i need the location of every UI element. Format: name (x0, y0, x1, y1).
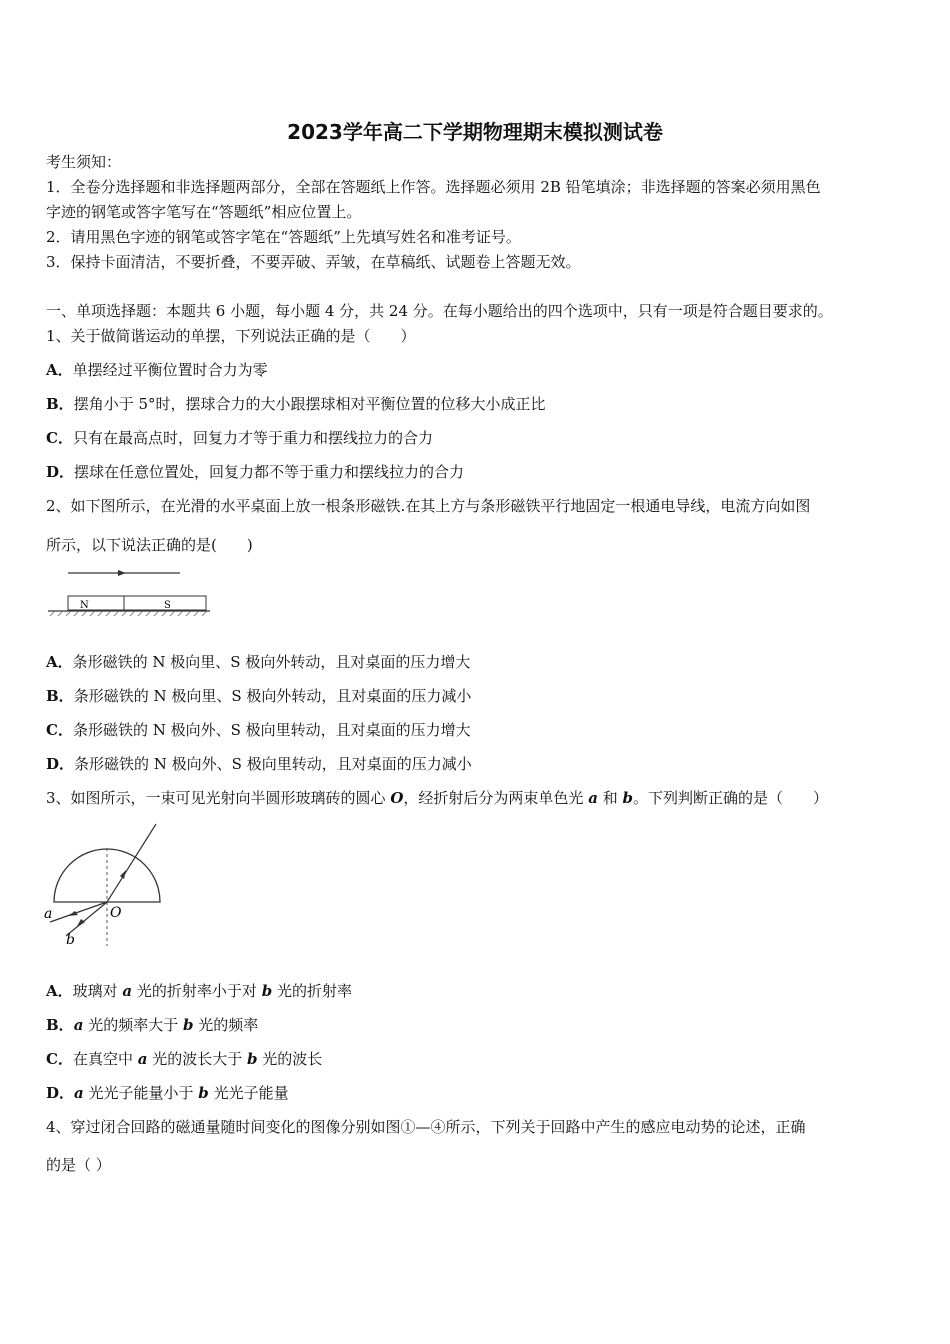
q3-option-b-label: B． (46, 1016, 74, 1034)
q3-stem (46, 788, 828, 808)
q3-option-d-b: b (198, 1084, 209, 1102)
q3-option-a-text-3: 光的折射率 (272, 982, 352, 1000)
table-hatching (50, 611, 207, 616)
q1-option-d-text: 摆球在任意位置处，回复力都不等于重力和摆线拉力的合力 (74, 463, 465, 481)
q3-option-b-text-2: 光的频率 (193, 1016, 259, 1034)
ray-b-arrow-icon (76, 919, 85, 928)
notice-item-1-line-2: 字迹的钢笔或答字笔写在“答题纸”相应位置上。 (46, 203, 362, 221)
q1-option-b (46, 394, 546, 414)
q1-option-b-text: 摆角小于 5°时，摆球合力的大小跟摆球相对平衡位置的位移大小成正比 (73, 395, 546, 413)
q2-stem-line-2: 所示，以下说法正确的是( ) (46, 536, 253, 554)
magnet-s-label: S (164, 600, 171, 611)
q1-option-c-text: 只有在最高点时，回复力才等于重力和摆线拉力的合力 (72, 429, 433, 447)
q3-option-c-text-3: 光的波长 (257, 1050, 323, 1068)
q3-option-a-text-2: 光的折射率小于对 (132, 982, 262, 1000)
q3-option-c-b: b (247, 1050, 258, 1068)
q3-option-b-text-1: 光的频率大于 (83, 1016, 183, 1034)
q1-option-a-text: 单摆经过平衡位置时合力为零 (72, 361, 268, 379)
page-title: 2023学年高二下学期物理期末模拟测试卷 (287, 120, 663, 144)
q3-option-c-a: a (137, 1050, 148, 1068)
q3-option-a-text-1: 玻璃对 (72, 982, 123, 1000)
q1-option-c (46, 428, 433, 448)
q3-option-d-a: a (74, 1084, 84, 1102)
q2-option-a-text: 条形磁铁的 N 极向里、S 极向外转动，且对桌面的压力增大 (72, 653, 471, 671)
q2-option-a (46, 652, 470, 672)
q3-stem-a: a (588, 789, 598, 807)
q1-stem: 1、关于做简谐运动的单摆，下列说法正确的是（ ） (46, 327, 416, 345)
q2-option-d-text: 条形磁铁的 N 极向外、S 极向里转动，且对桌面的压力减小 (74, 755, 472, 773)
q3-stem-b: b (622, 789, 633, 807)
q3-option-d-label: D． (46, 1084, 75, 1102)
q3-option-d-text-2: 光光子能量 (208, 1084, 289, 1102)
q2-option-c (46, 720, 471, 740)
q1-option-d (46, 462, 464, 482)
q2-option-d-label: D． (46, 755, 75, 773)
q3-option-a-label: A． (46, 982, 73, 1000)
q2-option-c-text: 条形磁铁的 N 极向外、S 极向里转动，且对桌面的压力增大 (72, 721, 471, 739)
ray-a (50, 902, 107, 922)
q2-stem-line-1: 2、如下图所示，在光滑的水平桌面上放一根条形磁铁.在其上方与条形磁铁平行地固定一根通电导线，电流方向如图 (46, 497, 811, 515)
q3-stem-text-3: 和 (597, 789, 623, 807)
q2-option-a-label: A． (46, 653, 73, 671)
section-heading: 一、单项选择题：本题共 6 小题，每小题 4 分，共 24 分。在每小题给出的四个选项中，只有一项是符合题目要求的。 (46, 302, 833, 320)
q3-stem-text-1: 3、如图所示，一束可见光射向半圆形玻璃砖的圆心 (46, 789, 391, 807)
q3-option-a-a: a (122, 982, 133, 1000)
ray-b-label: b (66, 932, 75, 948)
q1-option-a-label: A． (46, 361, 73, 379)
q2-option-b-label: B． (46, 687, 74, 705)
q2-option-b-text: 条形磁铁的 N 极向里、S 极向外转动，且对桌面的压力减小 (73, 687, 472, 705)
q1-option-b-label: B． (46, 395, 74, 413)
q2-magnet-figure (44, 564, 214, 620)
q3-option-d-text-1: 光光子能量小于 (83, 1084, 199, 1102)
ray-b (66, 902, 107, 936)
q2-option-c-label: C． (46, 721, 73, 739)
q3-stem-o: O (390, 789, 404, 807)
q1-option-d-label: D． (46, 463, 75, 481)
q1-option-c-label: C． (46, 429, 73, 447)
q3-option-b-b: b (182, 1016, 194, 1034)
q3-option-c-text-2: 光的波长大于 (147, 1050, 248, 1068)
q3-option-b-a: a (73, 1016, 84, 1034)
current-arrow-icon (118, 570, 126, 576)
q3-glass-figure (40, 818, 170, 950)
q3-option-a (46, 981, 352, 1001)
center-o-label: O (110, 905, 122, 921)
q3-option-a-b: b (261, 982, 273, 1000)
q3-stem-text-2: ，经折射后分为两束单色光 (403, 789, 589, 807)
q3-option-c-text-1: 在真空中 (72, 1050, 138, 1068)
magnet-n-label: N (80, 600, 89, 611)
q1-option-a (46, 360, 268, 380)
q4-stem-line-1: 4、穿过闭合回路的磁通量随时间变化的图像分别如图①—④所示，下列关于回路中产生的感应电动势的论述，正确 (46, 1118, 806, 1136)
q4-stem-line-2: 的是（ ） (46, 1156, 111, 1174)
notice-heading: 考生须知： (46, 153, 122, 171)
q3-option-c-label: C． (46, 1050, 73, 1068)
notice-item-3: 3．保持卡面清洁，不要折叠，不要弄破、弄皱，在草稿纸、试题卷上答题无效。 (46, 253, 581, 271)
q3-stem-text-4: 。下列判断正确的是（ ） (632, 789, 828, 807)
notice-item-2: 2．请用黑色字迹的钢笔或答字笔在“答题纸”上先填写姓名和准考证号。 (46, 228, 521, 246)
ray-a-arrow-icon (68, 911, 78, 916)
q3-option-c (46, 1049, 322, 1069)
q3-option-b (46, 1015, 258, 1035)
q3-option-d (46, 1083, 289, 1103)
ray-a-label: a (44, 906, 53, 922)
notice-item-1-line-1: 1．全卷分选择题和非选择题两部分，全部在答题纸上作答。选择题必须用 2B 铅笔填涂；非选择题的答案必须用黑色 (46, 178, 821, 196)
q2-option-d (46, 754, 472, 774)
q2-option-b (46, 686, 471, 706)
magnet-n-half (68, 596, 124, 610)
